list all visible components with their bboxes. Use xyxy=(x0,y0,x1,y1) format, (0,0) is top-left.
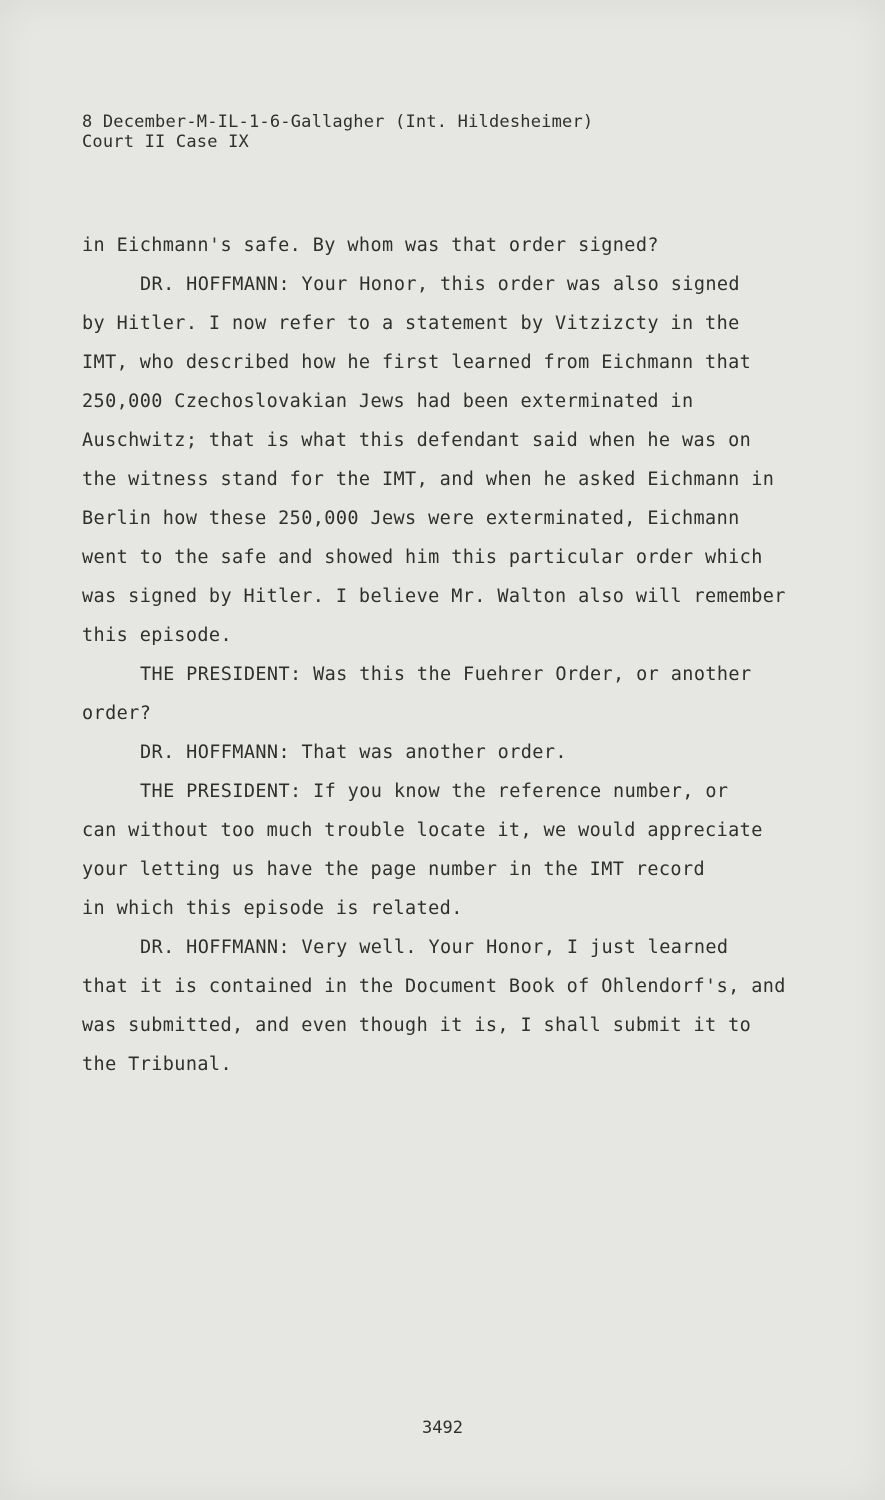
transcript-line: DR. HOFFMANN: Your Honor, this order was also signed xyxy=(140,274,740,295)
transcript-line: that it is contained in the Document Book of Ohlendorf's, and xyxy=(82,976,786,997)
transcript-line: this episode. xyxy=(82,625,232,646)
document-header xyxy=(82,112,782,152)
transcript-line: the witness stand for the IMT, and when he asked Eichmann in xyxy=(82,469,775,490)
transcript-line: THE PRESIDENT: If you know the reference number, or xyxy=(140,781,729,802)
transcript-line: in Eichmann's safe. By whom was that order signed? xyxy=(82,235,659,256)
transcript-line: Auschwitz; that is what this defendant said when he was on xyxy=(82,430,752,451)
transcript-line: order? xyxy=(82,703,152,724)
transcript-line: Berlin how these 250,000 Jews were exterminated, Eichmann xyxy=(82,508,740,529)
transcript-line: 250,000 Czechoslovakian Jews had been exterminated in xyxy=(82,391,694,412)
transcript-line: went to the safe and showed him this particular order which xyxy=(82,547,763,568)
page-number: 3492 xyxy=(422,1418,463,1438)
transcript-line: DR. HOFFMANN: That was another order. xyxy=(140,742,567,763)
transcript-line: DR. HOFFMANN: Very well. Your Honor, I just learned xyxy=(140,937,729,958)
header-line-2: Court II Case IX xyxy=(82,132,249,152)
transcript-line: your letting us have the page number in the IMT record xyxy=(82,859,706,880)
transcript-line: by Hitler. I now refer to a statement by Vitzizcty in the xyxy=(82,313,740,334)
transcript-line: in which this episode is related. xyxy=(82,898,463,919)
transcript-line: THE PRESIDENT: Was this the Fuehrer Order, or another xyxy=(140,664,752,685)
transcript-line: was signed by Hitler. I believe Mr. Walton also will remember xyxy=(82,586,786,607)
transcript-line: the Tribunal. xyxy=(82,1054,232,1075)
transcript-line: can without too much trouble locate it, we would appreciate xyxy=(82,820,763,841)
transcript-line: IMT, who described how he first learned from Eichmann that xyxy=(82,352,752,373)
transcript-line: was submitted, and even though it is, I shall submit it to xyxy=(82,1015,752,1036)
header-line-1: 8 December-M-IL-1-6-Gallagher (Int. Hildesheimer) xyxy=(82,112,594,132)
transcript-body xyxy=(82,226,822,1084)
